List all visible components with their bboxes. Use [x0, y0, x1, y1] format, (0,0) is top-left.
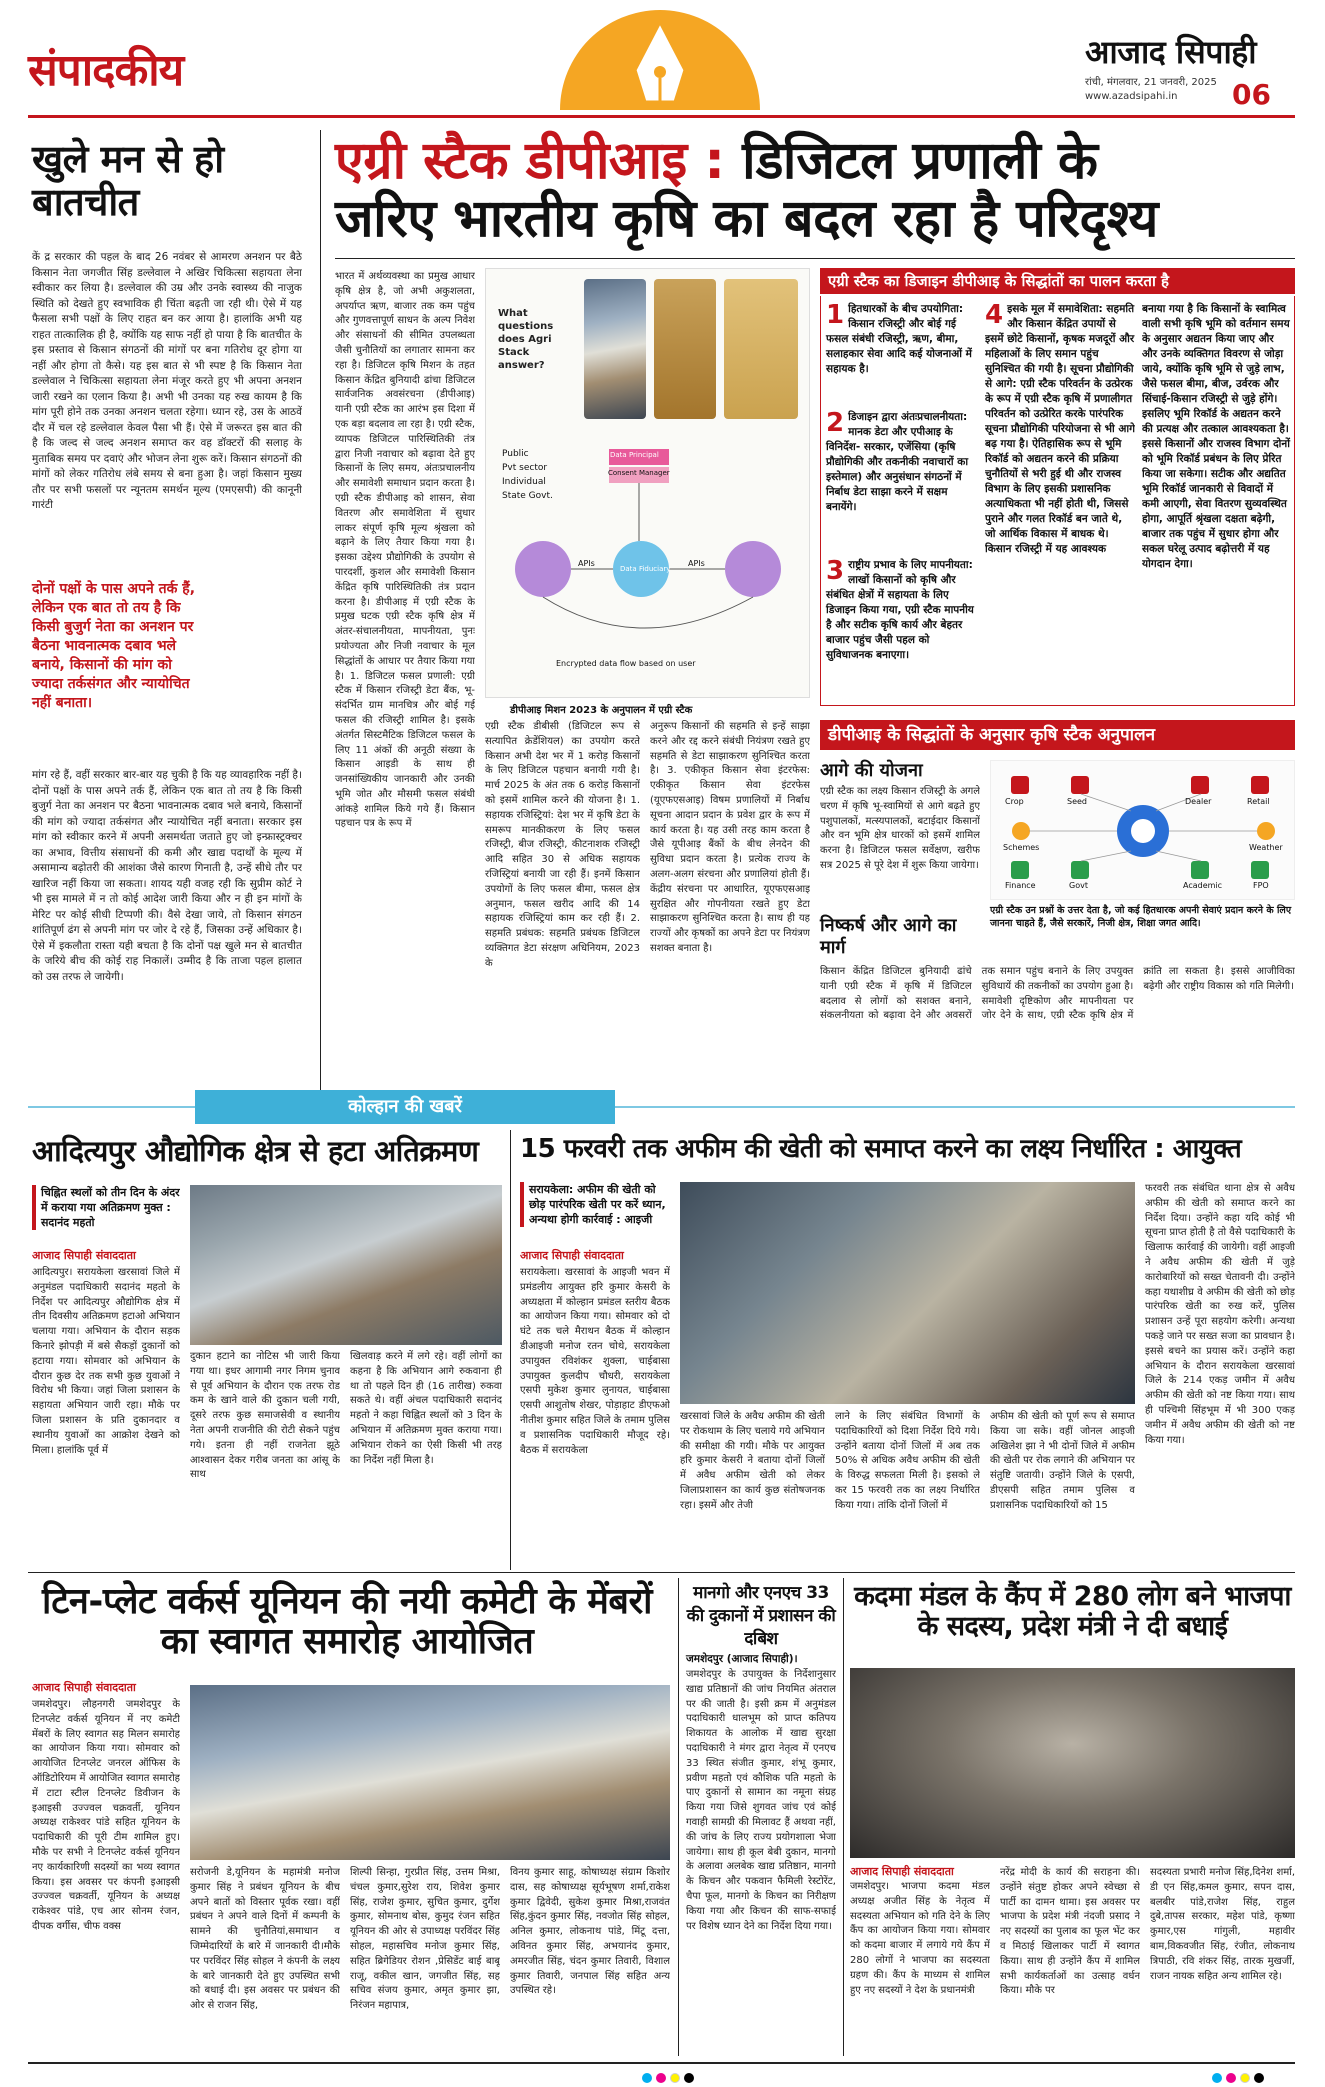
news3-body-3: शिल्पी सिन्हा, गुरप्रीत सिंह, उत्तम मिश्रा, चंचल कुमार,सुरेश राय, शिवेश कुमार सिंह, राजेश कुमार, सुचित कुमार, दुर्गेश कुमार, सोमनाथ बोस, कुमुद रंजन सहित यूनियन की ओर से उपाध्यक्ष परविंदर सिंह सोहल, महासचिव मनोज कुमार सिंह, सहित ब्रिगेडियर रोशन ,प्रेसिडेंट बाई बाबू राजू, वकील खान, जगजीत सिंह, सह सचिव संजय कुमार, अमृत कुमार झा, निरंजन महापात्र,: [350, 1867, 500, 2012]
news2-title: 15 फरवरी तक अफीम की खेती को समाप्त करने का लक्ष्य निर्धारित : आयुक्त: [520, 1134, 1242, 1164]
color-marks-right: [1210, 2068, 1266, 2087]
principle-1: [826, 302, 976, 377]
news4-byline: जमशेदपुर (आजाद सिपाही)।: [686, 1653, 798, 1665]
lead-headline: [335, 132, 1295, 248]
principle-3: [826, 558, 976, 663]
news2-subhead: सरायकेला: अफीम की खेती को छोड़ पारंपरिक खेती पर करें ध्यान, अन्यथा होगी कार्रवाई : आइजी: [520, 1182, 670, 1227]
paper-name: आजाद सिपाही: [1085, 33, 1257, 71]
diag-consent-manager: Consent Manager: [608, 469, 670, 477]
diag-pvt: Pvt sector: [502, 463, 548, 473]
news1-body-1: आदित्यपुर। सरायकेला खरसावां जिले में अनुमंडल पदाधिकारी सदानंद महतो के निर्देश पर आदित्यपुर औद्योगिक क्षेत्र में तीन दिवसीय अतिक्रमण हटाओ अभियान चलाया गया। अभियान के दौरान सड़क किनारे झोपड़ी में बसे सैकड़ों दुकानों को हटाया गया। सोमवार को अभियान के दौरान कुछ देर तक सभी कुछ युवाओं ने विरोध भी किया। जहां जिला प्रशासन के सहायता अभियान जारी रहा। मौके पर जिला प्रशासन के प्रति दुकानदार व स्थानीय युवाओं का आक्रोश देखने को मिला। हालांकि पूर्व में: [32, 1267, 180, 1456]
news-divider-2: [678, 1578, 679, 2056]
icon-label-4: Retail: [1247, 797, 1270, 806]
lead-col-1: भारत में अर्थव्यवस्था का प्रमुख आधार कृषि क्षेत्र है, जो अभी अकुशलता, अपर्याप्त ऋण, बाजार तक कम पहुंच और गुणवत्तापूर्ण साधन के अल्प निवेश और संसाधनों की सीमित उपलब्धता जैसी चुनौतियों का लगातार सामना कर रहा है। डिजिटल कृषि मिशन के तहत किसान केंद्रित बुनियादी ढांचा डिजिटल सार्वजनिक अवसंरचना (डीपीआइ) यानी एग्री स्टैक का आरंभ इस दिशा में एक बड़ा बदलाव ला रहा है। एग्री स्टैक, व्यापक डिजिटल पारिस्थितिकी तंत्र द्वारा निजी नवाचार को बढ़ावा देते हुए किसानों के लिए समय, अंतःप्रचालनीय और समावेशी समाधान प्रदान करता है। एग्री स्टैक डीपीआइ को शासन, सेवा वितरण और समावेशिता में सुधार लाकर संपूर्ण कृषि मूल्य श्रृंखला को बढ़ाने के लिए तैयार किया गया है। इसका उद्देश्य प्रौद्योगिकी के उपयोग से पारदर्शी, कुशल और समावेशी किसान केंद्रित कृषि पारिस्थितिकी तंत्र प्रदान करना है। डीपीआइ में एग्री स्टैक के प्रमुख घटक एग्री स्टैक कृषि क्षेत्र में अंतर-संचालनीयता, मापनीयता, पुनः प्रयोज्यता और निजी नवाचार के मूल सिद्धांतों के आधार पर तैयार किया गया है। 1. डिजिटल फसल प्रणाली: एग्री स्टैक में किसान रजिस्ट्री डेटा बैंक, भू-संदर्भित ग्राम मानचित्र और बोई गई फसल की रजिस्ट्री शामिल है। इसके अंतर्गत सिस्टमैटिक डिजिटल फसल के लिए 11 अंकों की अनूठी संख्या के किसान आइडी के साथ ही जनसांख्यिकीय जानकारी और उनकी भूमि जोत और मौसमी फसल संबंधी आंकड़े शामिल किये गये हैं। किसान पहचान पत्र के रूप में: [335, 271, 475, 830]
news-divider-1: [510, 1130, 511, 1570]
icon-label-8: Govt: [1069, 881, 1088, 890]
news1-body-3: खिलवाड़ करने में लगे रहे। वहीं लोगों का कहना है कि अभियान आगे रुकवाना ही था तो पहले दिन ही (16 तारीख) रुकवा सकते थे। वहीं अंचल पदाधिकारी सदानंद महतो ने कहा चिह्नित स्थलों को 3 दिन के अभियान में अतिक्रमण मुक्त कराया गया। अभियान रोकने का ऐसी किसी भी तरह का निर्देश नहीं मिला है।: [350, 1351, 502, 1466]
dateline: रांची, मंगलवार, 21 जनवरी, 2025: [1085, 77, 1217, 88]
diag-ind: Individual: [502, 477, 546, 487]
num-3: 3: [826, 556, 845, 586]
diag-public: Public: [502, 449, 529, 459]
column-divider: [320, 130, 321, 1090]
website: www.azadsipahi.in: [1085, 91, 1178, 102]
icon-label-10: FPO: [1253, 881, 1269, 890]
news3-body-1: जमशेदपुर। लौहनगरी जमशेदपुर के टिनप्लेट वर्कर्स यूनियन में नए कमेटी मेंबरों के लिए स्वागत सह मिलन समारोह का आयोजन किया गया। सोमवार को आयोजित टिनप्लेट जनरल ऑफिस के ऑडिटोरियम में आयोजित स्वागत समारोह में टाटा स्टील टिनप्लेट डिवीजन के इआइसी उज्ज्वल चक्रवर्ती, यूनियन अध्यक्ष राकेश्वर पांडे सहित यूनियन के पदाधिकारी की पूरी टीम शामिल हुए। मौके पर सभी ने टिनप्लेट वर्कर्स यूनियन नए कार्यकारिणी सदस्यों का भव्य स्वागत किया। इस अवसर पर कंपनी इआइसी उज्ज्वल चक्रवर्ती, यूनियन के अध्यक्ष राकेश्वर पांडे, एच आर सोनम रंजन, दीपक वर्गीस, चीफ वक्स: [32, 1699, 180, 1932]
icon-label-3: Dealer: [1185, 797, 1212, 806]
diag-apis-1: APIs: [578, 559, 595, 568]
news2-body-3: लाने के लिए संबंधित विभागों के पदाधिकारियों को दिशा निर्देश दिये गये। उन्होंने बताया दोनों जिलों में अब तक 50% से अधिक अवैध अफीम की खेती के विरुद्ध सफलता मिली है। इसको ले कर 15 फरवरी तक का लक्ष्य निर्धारित किया गया। तांकि दोनों जिलों में: [835, 1411, 980, 1511]
news1-photo: [190, 1185, 502, 1345]
aage-title: आगे की योजना: [820, 760, 923, 781]
icon-label-7: Finance: [1005, 881, 1036, 890]
num-1: 1: [826, 300, 845, 330]
news5-body-2: नरेंद्र मोदी के कार्य की सराहना की। उन्होंने संतुष्ट होकर अपने स्वेच्छा से पार्टी का दामन थामा। इस अवसर पर भाजपा के प्रदेश मंत्री नंदजी प्रसाद ने नए सदस्यों का पुलाब का फूल भेंट कर व मिठाई खिलाकर पार्टी में स्वागत किया। साथ ही उन्होंने कैंप में शामिल सभी कार्यकर्ताओं का उत्साह वर्धन किया। मौके पर: [1000, 1867, 1140, 1997]
lead-title-line2: जरिए भारतीय कृषि का बदल रहा है परिदृश्य: [335, 189, 1158, 250]
news2-body-4: अफीम की खेती को पूर्ण रूप से समाप्त किया जा सके। वहीं जोनल आइजी अखिलेश झा ने भी दोनों जिले में अफीम की खेती पर रोक लगाने की अभियान पर संतुष्टि जतायी। उन्होंने जिले के एसपी, डीएसपी सहित तमाम पुलिस व प्रशासनिक पदाधिकारियों को 15: [990, 1411, 1135, 1511]
infographic-caption: डीपीआइ मिशन 2023 के अनुपालन में एग्री स्टैक: [510, 705, 693, 716]
editorial-body-2: मांग रहे हैं, वहीं सरकार बार-बार यह चुकी है कि यह व्यावहारिक नहीं है। दोनों पक्षों के पास अपने तर्क हैं, लेकिन एक बात तो तय है कि किसी बुजुर्ग नेता का अनशन पर बैठना भावनात्मक दबाव भले बनाये, किसानों की मांग को ज्यादा तर्कसंगत और न्यायोचित नहीं बनाता। सरकार इस मांग को स्वीकार करने में अपनी असमर्थता जताते हुए जो इन्फ्रास्ट्रक्चर का अभाव, वित्तीय संसाधनों की कमी और खाद्य पदार्थों के मूल्य में असामान्य बढ़ोतरी की आशंका जैसे कारण गिनाती है, उन्हें सीधे तौर पर खारिज नहीं किया जा सकता। शायद यही वजह रही कि सुप्रीम कोर्ट ने भी इस मामले में न तो कोई आदेश जारी किया और न ही इन मांगों के मेरिट पर कोई सीधी टिप्पणी की। वैसे देखा जाये, तो किसान संगठन शांतिपूर्ण ढंग से अपनी मांग पर जोर दे रहे हैं, जिसका उन्हें अधिकार है। ऐसे में इकलौता रास्ता यही बचता है कि दोनों पक्ष खुले मन से बातचीत के जरिये बीच की कोई राह निकालें। उम्मीद है कि ताजा पहल हालात को उस तरफ ले जायेगी।: [32, 769, 302, 983]
num-2: 2: [826, 408, 845, 438]
page-number: 06: [1232, 78, 1271, 111]
news2-body-5: फरवरी तक संबंधित थाना क्षेत्र से अवैध अफीम की खेती को समाप्त करने का निर्देश दिया। उन्होंने कहा यदि कोई भी सूचना प्राप्त होती है तो वैसे पदाधिकारी के खिलाफ कार्रवाई की जायेगी। वहीं आइजी ने अवैध अफीम की खेती में जुड़े कारोबारियों को सख्त चेतावनी दी। उन्होंने कहा यथाशीघ्र वे अफीम की खेती को छोड़ पारंपरिक खेती का रुख करें, पुलिस प्रशासन उन्हें पूरा सहयोग करेगी। अन्यथा पकड़े जाने पर सख्त सजा का प्रावधान है। इससे बचने का प्रयास करें। उन्होंने कहा अभियान के दौरान सरायकेला खरसावां जिले के 214 एकड़ जमीन में अवैध अफीम की खेती को नष्ट किया गया। साथ ही पश्चिमी सिंहभूम में भी 300 एकड़ जमीन में अवैध अफीम की खेती को नष्ट किया गया।: [1145, 1183, 1295, 1446]
icons-graphic: [990, 760, 1295, 900]
news4-title: मानगो और एनएच 33 की दुकानों में प्रशासन की दबिश: [686, 1583, 836, 1649]
lead-title-black: डिजिटल प्रणाली के: [742, 131, 1098, 191]
news-divider-3: [843, 1578, 844, 2056]
news3-title: टिन-प्लेट वर्कर्स यूनियन की नयी कमेटी के मेंबरों का स्वागत समारोह आयोजित: [41, 1581, 653, 1663]
news2-byline: आजाद सिपाही संवाददाता: [520, 1249, 624, 1262]
principle-2-text: डिजाइन द्वारा अंतःप्रचालनीयता: मानक डेटा और एपीआइ के विनिर्देश- सरकार, एजेंसिया (कृषि प्रौद्योगिकी और तकनीकी नवाचारों का इस्तेमाल) और अनुसंधान संगठनों में निर्बाध डेटा साझा करने में सक्षम बनायेंगे।: [826, 411, 969, 513]
news3-photo: [190, 1685, 670, 1860]
masthead: [0, 0, 1325, 118]
lead-col-2: एग्री स्टैक डीबीसी (डिजिटल रूप से सत्यापित क्रेडेंशियल) का उपयोग करते किसान अभी देश भर में 1 करोड़ किसानों के लिए डिजिटल पहचान बनायी गयी है। मार्च 2025 के अंत तक 6 करोड़ किसानों को इसमें शामिल करने की योजना है। 1. सहायक रजिस्ट्रियां: देश भर में कृषि डेटा के समरूप मानकीकरण के लिए फसल रजिस्ट्री, बीज रजिस्ट्री, कीटनाशक रजिस्ट्री आदि सहित 30 से अधिक सहायक रजिस्ट्रियां बनायी जा रही हैं। इनमें किसान उपयोगों के लिए फसल बीमा, फसल क्षेत्र अनुमान, फसल खरीद आदि की 14 सहायक रजिस्ट्रियां काम कर रही हैं। 2. सहमति प्रबंधक: सहमति प्रबंधक डिजिटल व्यक्तिगत डेटा संरक्षण अधिनियम, 2023 के: [485, 721, 640, 969]
editorial-pullquote: दोनों पक्षों के पास अपने तर्क हैं, लेकिन एक बात तो तय है कि किसी बुजुर्ग नेता का अनशन पर बैठना भावनात्मक दबाव भले बनाये, किसानों की मांग को ज्यादा तर्कसंगत और न्यायोचित नहीं बनाता।: [32, 581, 196, 711]
diag-flow-label: Encrypted data flow based on user: [556, 659, 696, 668]
editorial-title: खुले मन से हो बातचीत: [32, 137, 224, 224]
principle-3-text: राष्ट्रीय प्रभाव के लिए मापनीयता: लाखों किसानों को कृषि और संबंधित क्षेत्रों में सहायता के लिए डिजाइन किया गया, एग्री स्टैक मापनीय है और सटीक कृषि कार्य और बेहतर बाजार पहुंच जैसी पहल को सुविधाजनक बनाएगा।: [826, 559, 974, 661]
news2-body-1: सरायकेला। खरसावां के आइजी भवन में प्रमंडलीय आयुक्त हरि कुमार केसरी के अध्यक्षता में कोल्हान प्रमंडल स्तरीय बैठक का आयोजन किया गया। सोमवार को दो घंटे तक चले मैराथन बैठक में कोल्हान डीआइजी मनोज रतन चोथे, सरायकेला उपायुक्त रविशंकर शुक्ला, चाईबासा उपायुक्त कुलदीप चौधरी, सरायकेला एसपी मुकेश कुमार लुनायत, चाईबासा एसपी आशुतोष शेखर, पोड़ाहाट डीएफओ नीतीश कुमार सहित जिले के तमाम पुलिस व प्रशासनिक पदाधिकारी मौजूद रहे। बैठक में सरायकेला: [520, 1267, 670, 1456]
principle-1-text: हितधारकों के बीच उपयोगिता: किसान रजिस्ट्री और बोई गई फसल संबंधी रजिस्ट्री, ऋण, बीमा, सलाहकार सेवा आदि कई योजनाओं में सहायक है।: [826, 303, 972, 375]
news5-body-3: सदस्यता प्रभारी मनोज सिंह,दिनेश शर्मा, डी एन सिंह,कमल कुमार, सपन दास, बलबीर पांडे,राजेश सिंह, राहुल दुबे,तापस सरकार, महेश पांडे, कृष्णा कुमार,एस गांगुली, महावीर बाम,विकवजीत सिंह, रंजीत, लोकनाथ त्रिपाठी, रवि शंकर सिंह, तारक मुखर्जी, राजन नायक सहित अन्य शामिल रहे।: [1150, 1867, 1295, 1982]
anupalan-header: डीपीआइ के सिद्धांतों के अनुसार कृषि स्टैक अनुपालन: [820, 720, 1295, 750]
agri-stack-infographic: [485, 268, 810, 698]
nishkarsh-title: निष्कर्ष और आगे का मार्ग: [820, 915, 957, 958]
nishkarsh-body: किसान केंद्रित डिजिटल बुनियादी ढांचे यानी एग्री स्टैक में कृषि में डिजिटल बदलाव से लोगों को सशक्त बनाने, संकलनीयता को बढ़ावा देने और अवसरों तक समान पहुंच बनाने के लिए उपयुक्त सुविधायें की तकनीकों का उपयोग हुआ है। समावेशी दृष्टिकोण और मापनीयता पर जोर देने के साथ, एग्री स्टैक कृषि क्षेत्र में क्रांति ला सकता है। इससे आजीविका बढ़ेगी और राष्ट्रीय विकास को गति मिलेगी।: [820, 966, 1295, 1022]
news1-byline: आजाद सिपाही संवाददाता: [32, 1249, 136, 1262]
lead-col-3: अनुरूप किसानों की सहमति से इन्हें साझा करने और रद्द करने संबंधी नियंत्रण रखते हुए सहमति से डेटा साझाकरण सुनिश्चित करता है। 3. एकीकृत किसान सेवा इंटरफेस: एकीकृत किसान सेवा इंटरफेस (यूएफएसआइ) विषम प्रणालियों में निर्बाध सूचना आदान प्रदान के प्रवेश द्वार के रूप में कार्य करता है। यह उसी तरह काम करता है जैसे यूपीआइ बैंकों के बीच लेनदेन की सुविधा प्रदान करता है। प्रत्येक राज्य के अलग-अलग संरचना और प्रणालियां होती हैं। केंद्रीय संरचना पर आधारित, यूएफएसआइ सुरक्षित और गोपनीयता रखते हुए डेटा साझाकरण सुनिश्चित करता है। साथ ही यह राज्यों और कृषकों का अपने डेटा पर नियंत्रण सशक्त बनाता है।: [650, 721, 810, 954]
footer-rule: [28, 2062, 1295, 2064]
lead-rule: [335, 258, 1295, 259]
news3-byline: आजाद सिपाही संवाददाता: [32, 1681, 136, 1694]
stakeholder-icons: [991, 761, 1296, 901]
principle-2: [826, 410, 976, 515]
principle-4: [985, 302, 1135, 702]
principle-5: बनाया गया है कि किसानों के स्वामित्व वाली सभी कृषि भूमि को वर्तमान समय के अनुसार अद्यतन किया जाए और और उनके व्यक्तिगत विवरण से जोड़ा जाये, क्योंकि कृषि भूमि से जुड़े लाभ, जैसे फसल बीमा, बीज, उर्वरक और सिंचाई-किसान रजिस्ट्री से जुड़े होंगे। इसलिए भूमि रिकॉर्ड के अद्यतन करने की प्रत्यक्ष और तत्काल आवश्यकता है। इससे किसानों और राजस्व विभाग दोनों को भूमि रिकॉर्ड प्रबंधन के लिए प्रेरित किया जा सकेगा। सटीक और अद्यतित भूमि रिकॉर्ड जानकारी से विवादों में कमी आएगी, सेवा वितरण सुव्यवस्थित होगा, आपूर्ति श्रृंखला दक्षता बढ़ेगी, बाजार तक पहुंच में सुधार होगा और सकल घरेलू उत्पाद बढ़ोत्तरी में यह योगदान देगा।: [1142, 303, 1290, 570]
news2-photo: [680, 1182, 1135, 1404]
color-marks-left: [640, 2068, 696, 2087]
news1-body-2: दुकान हटाने का नोटिस भी जारी किया गया था। इधर आगामी नगर निगम चुनाव से पूर्व अभियान के दौरान एक तरफ रोड कम के खाने वाले की दुकान चली गयी, दूसरे तरफ कुछ समाजसेवी व स्थानीय नेता अपनी राजनीति की रोटी सेकने पहुंच गये। इतना ही नहीं राजनेता झूठे आश्वासन देकर गरीब जनता का आंसू के साथ: [190, 1351, 340, 1481]
news4-body: जमशेदपुर के उपायुक्त के निर्देशानुसार खाद्य प्रतिष्ठानों की जांच नियमित अंतराल पर की जाती है। इसी क्रम में अनुमंडल पदाधिकारी धालभूम को प्राप्त कतिपय शिकायत के आलोक में खाद्य सुरक्षा पदाधिकारी ने मंगर द्वारा नेतृत्व में एनएच 33 स्थित संजीत कुमार, शंभू कुमार, प्रवीण महतो एवं कौशिक पति महतो के पाए दुकानों से सामान का नमूना संग्रह किया गया जिसे शुगवत जांच एवं कोई गवाही सामग्री की मिलावट हैं अथवा नहीं, की जांच के लिए राज्य प्रयोगशाला भेजा जायेगा। साथ ही कूल बेबी दुकान, मानगो के अलावा अलबेक खाद्य प्रतिष्ठान, मानगो के किचन और पकवान फैमिली रेस्टोरेंट, चैपा फूल, मानगो के किचन का निरीक्षण किया गया और किचन की साफ-सफाई पर विशेष ध्यान देने का निर्देश दिया गया।: [686, 1669, 836, 1932]
anupalan-caption: एग्री स्टैक उन प्रश्नों के उत्तर देता है, जो कई हितधारक अपनी सेवाएं प्रदान करने के लिए जानना चाहते हैं, जैसे सरकारें, निजी क्षेत्र, शिक्षा जगत आदि।: [990, 905, 1292, 929]
farmer-image: [584, 279, 646, 419]
band-divider: [28, 1572, 1295, 1573]
diag-apis-2: APIs: [688, 559, 705, 568]
diag-data-principal: Data Principal: [610, 451, 659, 459]
kolhan-title: कोल्हान की खबरें: [195, 1090, 615, 1124]
grain-image-1: [654, 279, 716, 419]
lead-title-red: एग्री स्टैक डीपीआइ :: [335, 131, 725, 191]
icon-label-1: Crop: [1005, 797, 1024, 806]
section-title: संपादकीय: [28, 45, 184, 96]
news1-subhead: चिह्नित स्थलों को तीन दिन के अंदर में कराया गया अतिक्रमण मुक्त : सदानंद महतो: [32, 1185, 182, 1230]
editorial-body-1: कें द्र सरकार की पहल के बाद 26 नवंबर से आमरण अनशन पर बैठे किसान नेता जगजीत सिंह डल्लेवाल ने अखिर चिकित्सा सहायता लेना स्वीकार कर लिया है। डल्लेवाल की उम्र और उनके स्वास्थ्य की नाजुक स्थिति को देखते हुए स्वभाविक ही चिंता बढ़ती जा रही थी। ऐसे में यह फैसला सभी पक्षों के लिए राहत बन कर आया है। हालांकि अभी यह राहत तात्कालिक ही है, क्योंकि यह साफ नहीं हो पाया है कि बातचीत के इस प्रस्ताव से किसान संगठनों की मांगों पर बना गतिरोध दूर होगा या नहीं और होगा तो कैसे। यह इस बात से भी स्पष्ट है कि किसान नेता डल्लेवाल ने चिकित्सा सहायता लेना मंजूर करते हुए भी अपना अनशन जारी रखने का एलान किया है। अभी भी उनका यह रुख कायम है कि मांग पूरी होने तक उनका अनशन चलता रहेगा। ध्यान रहे, उस के आठवें दौर में चल रहे डल्लेवाल केवल पैसा भी हैं। ऐसे में जरूरत इस बात की है कि जल्द से जल्द अनशन समाप्त कर वह डॉक्टरों की सलाह के मुताबिक समय पर दवाएं और भोजन लेना शुरू करें। किसान संगठनों की मांगों को लेकर गतिरोध लंबे समय से बना हुआ है। जहां किसान मुख्य तौर पर सभी फसलों पर न्यूनतम समर्थन मूल्य (एमएसपी) की कानूनी गारंटी: [32, 251, 302, 511]
kolhan-band: [0, 1090, 1325, 1124]
diag-state: State Govt.: [502, 491, 553, 501]
news5-photo: [850, 1668, 1295, 1858]
news1-title: आदित्यपुर औद्योगिक क्षेत्र से हटा अतिक्रमण: [32, 1134, 479, 1168]
masthead-rule: [28, 115, 1295, 118]
num-4: 4: [985, 302, 1004, 330]
icon-label-9: Academic: [1183, 881, 1223, 890]
principles-header: एग्री स्टैक का डिजाइन डीपीआइ के सिद्धांतों का पालन करता है: [820, 268, 1295, 294]
news3-body-4: विनय कुमार साहू, कोषाध्यक्ष संग्राम किशोर दास, सह कोषाध्यक्ष सूर्यभूषण शर्मा,राकेश कुमार द्विवेदी, सुकेश कुमार मिश्रा,राजवंत सिंह,कुंदन कुमार सिंह, नवजोत सिंह सोहल, अनिल कुमार, लोकनाथ पांडे, मिंटू दत्ता, अविनत कुमार सिंह, अभयानंद कुमार, अमरजीत सिंह, चंदन कुमार तिवारी, विशाल कुमार तिवारी, जनपाल सिंह सहित अन्य उपस्थित रहे।: [510, 1867, 670, 1997]
icon-label-2: Seed: [1067, 797, 1087, 806]
news5-body-1: जमशेदपुर। भाजपा कदमा मंडल अध्यक्ष अजीत सिंह के नेतृत्व में सदस्यता अभियान को गति देने के लिए कैंप का आयोजन किया गया। सोमवार को कदमा बाजार में लगाये गये कैंप में 280 लोगों ने भाजपा का सदस्यता ग्रहण की। कैंप के माध्यम से शामिल हुए नए सदस्यों ने देश के प्रधानमंत्री: [850, 1881, 990, 1996]
diag-data-fiduciary: Data Fiduciary: [620, 565, 671, 573]
news5-byline: आजाद सिपाही संवाददाता: [850, 1865, 954, 1878]
news5-title: कदमा मंडल के कैंप में 280 लोग बने भाजपा के सदस्य, प्रदेश मंत्री ने दी बधाई: [854, 1581, 1291, 1643]
news2-body-2: खरसावां जिले के अवैध अफीम की खेती पर रोकथाम के लिए चलाये गये अभियान की समीक्षा की गयी। मौके पर आयुक्त हरि कुमार केसरी ने बताया दोनों जिलों में अवैध अफीम खेती को लेकर जिलाप्रशासन का कार्य कुछ संतोषजनक रहा। इसमें और तेजी: [680, 1411, 825, 1511]
aage-body: एग्री स्टैक का लक्ष्य किसान रजिस्ट्री के अगले चरण में कृषि भू-स्वामियों से आगे बढ़ते हुए पशुपालकों, मत्स्यपालकों, बटाईदार किसानों और वन भूमि क्षेत्र धारकों को इसमें शामिल करना है। डिजिटल फसल सर्वेक्षण, खरीफ सत्र 2025 से पूरे देश में शुरू किया जायेगा।: [820, 786, 980, 871]
principle-4-text: इसके मूल में समावेशिता: सहमति और किसान केंद्रित उपायों से इसमें छोटे किसानों, कृषक मजदूरों और महिलाओं के लिए समान पहुंच सुनिश्चित की गयी है। सूचना प्रौद्योगिकी से आगे: एग्री स्टैक परिवर्तन के उत्प्रेरक के रूप में एग्री स्टैक कृषि में प्रणालीगत परिवर्तन को उत्प्रेरित करके पारंपरिक सूचना प्रौद्योगिकी परियोजना से भी आगे बढ़ गया है। ऐतिहासिक रूप से भूमि रिकॉर्ड को अद्यतन करने की प्रक्रिया चुनौतियों से भरी हुई थी और राजस्व विभाग के लिए इसकी प्रशासनिक अत्याधिकता भी नहीं होती थी, जिससे पुराने और गलत रिकॉर्ड बन जाते थे, जो आर्थिक विकास में बाधक थे। किसान रजिस्ट्री में यह आवश्यक: [985, 303, 1135, 555]
news3-body-2: सरोजनी डे,यूनियन के महामंत्री मनोज कुमार सिंह ने प्रबंधन यूनियन के बीच अपने बातों को विस्तार पूर्वक रखा। वहीं प्रबंधन ने अपने वाले दिनों में कम्पनी के सामने की चुनौतियां,समाधान व जिम्मेदारियों के बारे में जानकारी दी।मौके पर परविंदर सिंह सोहल ने कंपनी के लक्ष्य के बारे जानकारी देते हुए उपस्थित सभी को बधाई दी। इस अवसर पर प्रबंधन की ओर से राजन सिंह,: [190, 1867, 340, 2012]
pen-sun-icon: [545, 10, 775, 110]
grain-image-2: [724, 279, 798, 419]
icon-label-5: Schemes: [1003, 843, 1040, 852]
icon-label-6: Weather: [1249, 843, 1283, 852]
infographic-question: What questions does Agri Stack answer?: [498, 308, 554, 371]
